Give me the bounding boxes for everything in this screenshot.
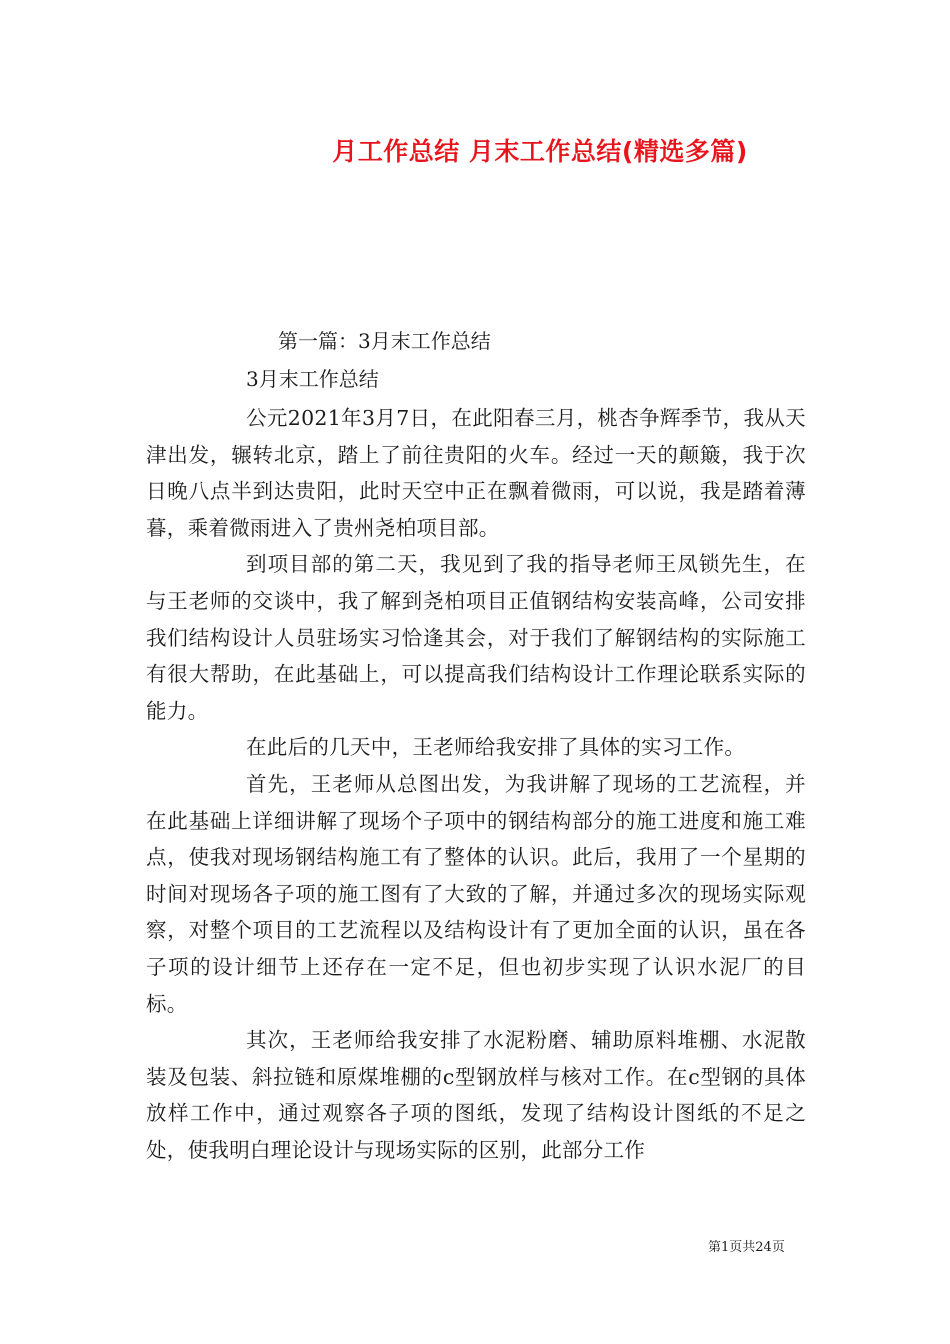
page-number-footer: 第1页共24页	[708, 1240, 785, 1255]
paragraph-3: 在此后的几天中，王老师给我安排了具体的实习工作。	[246, 735, 746, 760]
paragraph-5: 其次，王老师给我安排了水泥粉磨、辅助原料堆棚、水泥散装及包装、斜拉链和原煤堆棚的c型钢放样与核对工作。在c型钢的具体放样工作中，通过观察各子项的图纸，发现了结构设计图纸的不足之处，使我明白理论设计与现场实际的区别，此部分工作	[146, 1028, 806, 1162]
paragraph-1: 公元2021年3月7日，在此阳春三月，桃杏争辉季节，我从天津出发，辗转北京，踏上了前往贵阳的火车。经过一天的颠簸，我于次日晚八点半到达贵阳，此时天空中正在飘着微雨，可以说，我是踏着薄暮，乘着微雨进入了贵州尧柏项目部。	[146, 406, 806, 540]
document-title: 月工作总结 月末工作总结(精选多篇)	[332, 137, 748, 166]
body-text	[146, 400, 806, 1168]
paragraph-2: 到项目部的第二天，我见到了我的指导老师王凤锁先生，在与王老师的交谈中，我了解到尧柏项目正值钢结构安装高峰，公司安排我们结构设计人员驻场实习恰逢其会，对于我们了解钢结构的实际施工有很大帮助，在此基础上，可以提高我们结构设计工作理论联系实际的能力。	[146, 552, 806, 723]
section-heading: 第一篇：3月末工作总结	[278, 329, 491, 353]
sub-heading: 3月末工作总结	[246, 367, 379, 391]
paragraph-4: 首先，王老师从总图出发，为我讲解了现场的工艺流程，并在此基础上详细讲解了现场个子项中的钢结构部分的施工进度和施工难点，使我对现场钢结构施工有了整体的认识。此后，我用了一个星期的时间对现场各子项的施工图有了大致的了解，并通过多次的现场实际观察，对整个项目的工艺流程以及结构设计有了更加全面的认识，虽在各子项的设计细节上还存在一定不足，但也初步实现了认识水泥厂的目标。	[146, 771, 806, 1016]
